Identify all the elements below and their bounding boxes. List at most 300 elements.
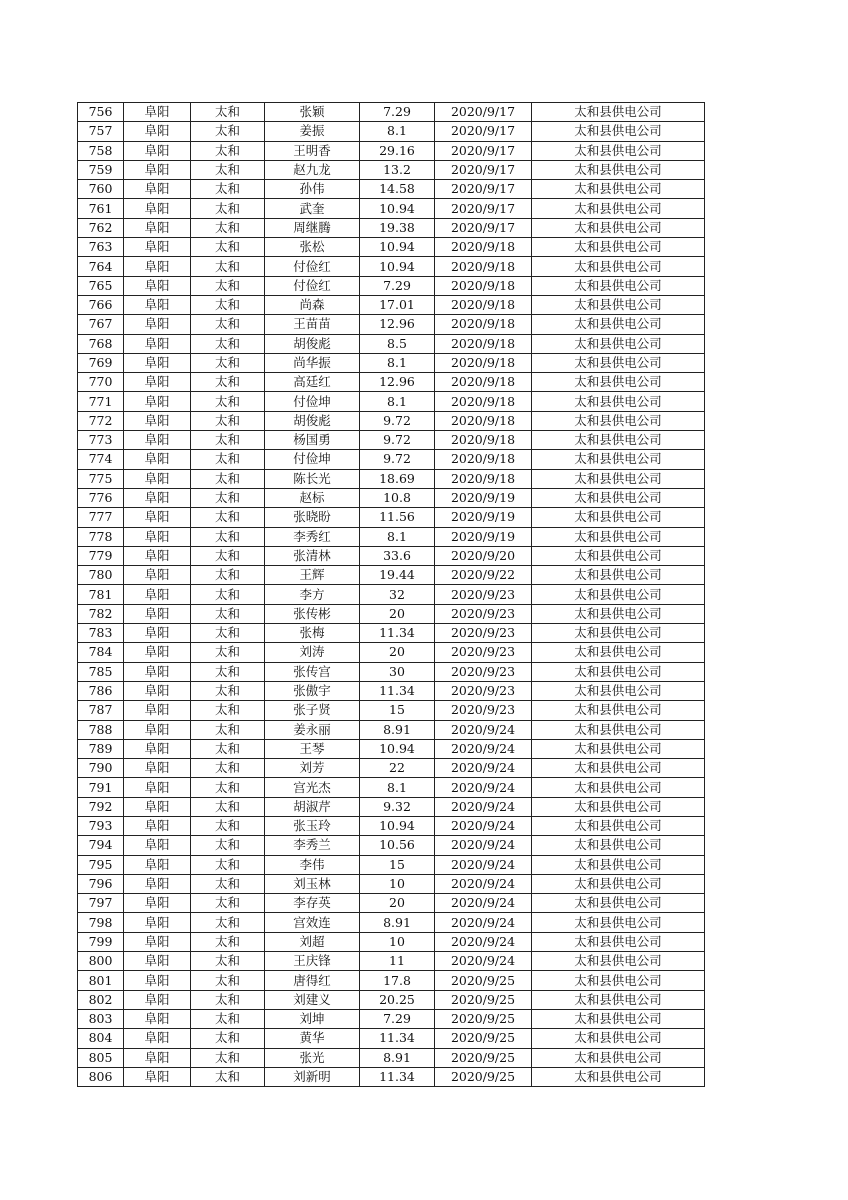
company-cell: 太和县供电公司: [532, 334, 705, 353]
table-row: [78, 952, 705, 971]
company-cell: 太和县供电公司: [532, 971, 705, 990]
amount-cell: 10.94: [360, 238, 435, 257]
amount-cell: 10: [360, 874, 435, 893]
city-cell: 阜阳: [124, 411, 191, 430]
company-cell: 太和县供电公司: [532, 894, 705, 913]
city-cell: 阜阳: [124, 199, 191, 218]
table-row: [78, 180, 705, 199]
county-cell: 太和: [191, 431, 265, 450]
city-cell: 阜阳: [124, 971, 191, 990]
table-row: [78, 816, 705, 835]
city-cell: 阜阳: [124, 353, 191, 372]
table-row: [78, 373, 705, 392]
amount-cell: 12.96: [360, 315, 435, 334]
table-row: [78, 1048, 705, 1067]
table-row: [78, 1067, 705, 1086]
city-cell: 阜阳: [124, 431, 191, 450]
name-cell: 杨国勇: [265, 431, 360, 450]
company-cell: 太和县供电公司: [532, 141, 705, 160]
date-cell: 2020/9/23: [435, 681, 532, 700]
amount-cell: 17.8: [360, 971, 435, 990]
date-cell: 2020/9/18: [435, 450, 532, 469]
city-cell: 阜阳: [124, 662, 191, 681]
amount-cell: 10.94: [360, 739, 435, 758]
row-number-cell: 771: [78, 392, 124, 411]
table-row: [78, 450, 705, 469]
amount-cell: 10.94: [360, 257, 435, 276]
amount-cell: 11: [360, 952, 435, 971]
city-cell: 阜阳: [124, 759, 191, 778]
city-cell: 阜阳: [124, 585, 191, 604]
table-row: [78, 488, 705, 507]
date-cell: 2020/9/17: [435, 218, 532, 237]
name-cell: 张傲宇: [265, 681, 360, 700]
row-number-cell: 757: [78, 122, 124, 141]
name-cell: 王庆锋: [265, 952, 360, 971]
table-row: [78, 739, 705, 758]
county-cell: 太和: [191, 874, 265, 893]
amount-cell: 19.44: [360, 566, 435, 585]
company-cell: 太和县供电公司: [532, 122, 705, 141]
amount-cell: 13.2: [360, 160, 435, 179]
table-body: [78, 103, 705, 1087]
county-cell: 太和: [191, 141, 265, 160]
name-cell: 张清林: [265, 546, 360, 565]
amount-cell: 20.25: [360, 990, 435, 1009]
row-number-cell: 773: [78, 431, 124, 450]
county-cell: 太和: [191, 469, 265, 488]
name-cell: 王辉: [265, 566, 360, 585]
date-cell: 2020/9/18: [435, 469, 532, 488]
name-cell: 王苗苗: [265, 315, 360, 334]
date-cell: 2020/9/24: [435, 739, 532, 758]
row-number-cell: 783: [78, 624, 124, 643]
row-number-cell: 776: [78, 488, 124, 507]
city-cell: 阜阳: [124, 701, 191, 720]
date-cell: 2020/9/18: [435, 373, 532, 392]
date-cell: 2020/9/17: [435, 199, 532, 218]
table-row: [78, 199, 705, 218]
city-cell: 阜阳: [124, 855, 191, 874]
company-cell: 太和县供电公司: [532, 566, 705, 585]
county-cell: 太和: [191, 238, 265, 257]
date-cell: 2020/9/18: [435, 411, 532, 430]
row-number-cell: 798: [78, 913, 124, 932]
row-number-cell: 766: [78, 295, 124, 314]
company-cell: 太和县供电公司: [532, 1048, 705, 1067]
name-cell: 李伟: [265, 855, 360, 874]
row-number-cell: 760: [78, 180, 124, 199]
county-cell: 太和: [191, 122, 265, 141]
row-number-cell: 759: [78, 160, 124, 179]
row-number-cell: 805: [78, 1048, 124, 1067]
amount-cell: 30: [360, 662, 435, 681]
city-cell: 阜阳: [124, 373, 191, 392]
name-cell: 唐得红: [265, 971, 360, 990]
name-cell: 武奎: [265, 199, 360, 218]
county-cell: 太和: [191, 1029, 265, 1048]
date-cell: 2020/9/18: [435, 257, 532, 276]
city-cell: 阜阳: [124, 836, 191, 855]
date-cell: 2020/9/18: [435, 392, 532, 411]
row-number-cell: 777: [78, 508, 124, 527]
city-cell: 阜阳: [124, 257, 191, 276]
date-cell: 2020/9/19: [435, 488, 532, 507]
name-cell: 宫效连: [265, 913, 360, 932]
amount-cell: 33.6: [360, 546, 435, 565]
city-cell: 阜阳: [124, 643, 191, 662]
amount-cell: 18.69: [360, 469, 435, 488]
table-row: [78, 932, 705, 951]
table-row: [78, 103, 705, 122]
table-row: [78, 662, 705, 681]
county-cell: 太和: [191, 450, 265, 469]
table-row: [78, 276, 705, 295]
date-cell: 2020/9/23: [435, 604, 532, 623]
company-cell: 太和县供电公司: [532, 411, 705, 430]
name-cell: 刘超: [265, 932, 360, 951]
row-number-cell: 784: [78, 643, 124, 662]
county-cell: 太和: [191, 913, 265, 932]
city-cell: 阜阳: [124, 566, 191, 585]
county-cell: 太和: [191, 257, 265, 276]
city-cell: 阜阳: [124, 122, 191, 141]
city-cell: 阜阳: [124, 450, 191, 469]
company-cell: 太和县供电公司: [532, 720, 705, 739]
city-cell: 阜阳: [124, 604, 191, 623]
company-cell: 太和县供电公司: [532, 257, 705, 276]
amount-cell: 8.91: [360, 720, 435, 739]
company-cell: 太和县供电公司: [532, 353, 705, 372]
row-number-cell: 801: [78, 971, 124, 990]
table-row: [78, 218, 705, 237]
row-number-cell: 789: [78, 739, 124, 758]
company-cell: 太和县供电公司: [532, 450, 705, 469]
company-cell: 太和县供电公司: [532, 604, 705, 623]
name-cell: 付俭坤: [265, 392, 360, 411]
amount-cell: 7.29: [360, 1009, 435, 1028]
name-cell: 刘涛: [265, 643, 360, 662]
county-cell: 太和: [191, 276, 265, 295]
row-number-cell: 756: [78, 103, 124, 122]
table-row: [78, 315, 705, 334]
row-number-cell: 791: [78, 778, 124, 797]
county-cell: 太和: [191, 334, 265, 353]
date-cell: 2020/9/24: [435, 836, 532, 855]
county-cell: 太和: [191, 855, 265, 874]
city-cell: 阜阳: [124, 894, 191, 913]
company-cell: 太和县供电公司: [532, 816, 705, 835]
company-cell: 太和县供电公司: [532, 488, 705, 507]
amount-cell: 10.94: [360, 199, 435, 218]
name-cell: 王琴: [265, 739, 360, 758]
amount-cell: 11.34: [360, 1029, 435, 1048]
county-cell: 太和: [191, 160, 265, 179]
table-row: [78, 720, 705, 739]
name-cell: 黄华: [265, 1029, 360, 1048]
company-cell: 太和县供电公司: [532, 913, 705, 932]
name-cell: 刘芳: [265, 759, 360, 778]
name-cell: 赵标: [265, 488, 360, 507]
row-number-cell: 769: [78, 353, 124, 372]
table-row: [78, 508, 705, 527]
amount-cell: 8.5: [360, 334, 435, 353]
table-row: [78, 797, 705, 816]
county-cell: 太和: [191, 604, 265, 623]
row-number-cell: 763: [78, 238, 124, 257]
amount-cell: 8.1: [360, 353, 435, 372]
amount-cell: 9.72: [360, 450, 435, 469]
amount-cell: 15: [360, 701, 435, 720]
amount-cell: 17.01: [360, 295, 435, 314]
table-row: [78, 778, 705, 797]
date-cell: 2020/9/23: [435, 585, 532, 604]
date-cell: 2020/9/19: [435, 527, 532, 546]
company-cell: 太和县供电公司: [532, 276, 705, 295]
company-cell: 太和县供电公司: [532, 932, 705, 951]
amount-cell: 29.16: [360, 141, 435, 160]
company-cell: 太和县供电公司: [532, 643, 705, 662]
table-row: [78, 546, 705, 565]
row-number-cell: 786: [78, 681, 124, 700]
county-cell: 太和: [191, 199, 265, 218]
amount-cell: 19.38: [360, 218, 435, 237]
table-row: [78, 160, 705, 179]
date-cell: 2020/9/20: [435, 546, 532, 565]
name-cell: 张颖: [265, 103, 360, 122]
table-row: [78, 836, 705, 855]
date-cell: 2020/9/23: [435, 662, 532, 681]
city-cell: 阜阳: [124, 238, 191, 257]
city-cell: 阜阳: [124, 624, 191, 643]
table-row: [78, 411, 705, 430]
company-cell: 太和县供电公司: [532, 778, 705, 797]
row-number-cell: 806: [78, 1067, 124, 1086]
amount-cell: 11.34: [360, 1067, 435, 1086]
county-cell: 太和: [191, 508, 265, 527]
date-cell: 2020/9/25: [435, 1029, 532, 1048]
city-cell: 阜阳: [124, 141, 191, 160]
row-number-cell: 780: [78, 566, 124, 585]
name-cell: 姜永丽: [265, 720, 360, 739]
table-row: [78, 701, 705, 720]
row-number-cell: 781: [78, 585, 124, 604]
name-cell: 刘坤: [265, 1009, 360, 1028]
county-cell: 太和: [191, 720, 265, 739]
name-cell: 李秀红: [265, 527, 360, 546]
row-number-cell: 774: [78, 450, 124, 469]
amount-cell: 9.72: [360, 411, 435, 430]
company-cell: 太和县供电公司: [532, 836, 705, 855]
date-cell: 2020/9/23: [435, 643, 532, 662]
date-cell: 2020/9/24: [435, 797, 532, 816]
company-cell: 太和县供电公司: [532, 315, 705, 334]
row-number-cell: 797: [78, 894, 124, 913]
name-cell: 张传宫: [265, 662, 360, 681]
county-cell: 太和: [191, 315, 265, 334]
county-cell: 太和: [191, 643, 265, 662]
county-cell: 太和: [191, 932, 265, 951]
name-cell: 姜振: [265, 122, 360, 141]
city-cell: 阜阳: [124, 990, 191, 1009]
company-cell: 太和县供电公司: [532, 990, 705, 1009]
company-cell: 太和县供电公司: [532, 469, 705, 488]
company-cell: 太和县供电公司: [532, 392, 705, 411]
county-cell: 太和: [191, 488, 265, 507]
company-cell: 太和县供电公司: [532, 295, 705, 314]
row-number-cell: 788: [78, 720, 124, 739]
city-cell: 阜阳: [124, 1048, 191, 1067]
row-number-cell: 796: [78, 874, 124, 893]
date-cell: 2020/9/24: [435, 952, 532, 971]
city-cell: 阜阳: [124, 180, 191, 199]
city-cell: 阜阳: [124, 527, 191, 546]
name-cell: 赵九龙: [265, 160, 360, 179]
company-cell: 太和县供电公司: [532, 797, 705, 816]
company-cell: 太和县供电公司: [532, 103, 705, 122]
date-cell: 2020/9/25: [435, 1048, 532, 1067]
county-cell: 太和: [191, 797, 265, 816]
date-cell: 2020/9/17: [435, 141, 532, 160]
row-number-cell: 775: [78, 469, 124, 488]
table-row: [78, 604, 705, 623]
table-row: [78, 353, 705, 372]
date-cell: 2020/9/22: [435, 566, 532, 585]
date-cell: 2020/9/25: [435, 990, 532, 1009]
company-cell: 太和县供电公司: [532, 662, 705, 681]
name-cell: 刘新明: [265, 1067, 360, 1086]
company-cell: 太和县供电公司: [532, 739, 705, 758]
date-cell: 2020/9/24: [435, 816, 532, 835]
date-cell: 2020/9/24: [435, 894, 532, 913]
county-cell: 太和: [191, 971, 265, 990]
county-cell: 太和: [191, 218, 265, 237]
city-cell: 阜阳: [124, 952, 191, 971]
county-cell: 太和: [191, 103, 265, 122]
amount-cell: 8.91: [360, 1048, 435, 1067]
company-cell: 太和县供电公司: [532, 1029, 705, 1048]
county-cell: 太和: [191, 411, 265, 430]
city-cell: 阜阳: [124, 816, 191, 835]
amount-cell: 22: [360, 759, 435, 778]
county-cell: 太和: [191, 373, 265, 392]
company-cell: 太和县供电公司: [532, 180, 705, 199]
row-number-cell: 779: [78, 546, 124, 565]
city-cell: 阜阳: [124, 739, 191, 758]
table-row: [78, 469, 705, 488]
city-cell: 阜阳: [124, 315, 191, 334]
amount-cell: 8.1: [360, 122, 435, 141]
company-cell: 太和县供电公司: [532, 160, 705, 179]
date-cell: 2020/9/24: [435, 778, 532, 797]
amount-cell: 14.58: [360, 180, 435, 199]
name-cell: 付俭红: [265, 257, 360, 276]
company-cell: 太和县供电公司: [532, 373, 705, 392]
county-cell: 太和: [191, 1067, 265, 1086]
date-cell: 2020/9/24: [435, 759, 532, 778]
row-number-cell: 803: [78, 1009, 124, 1028]
county-cell: 太和: [191, 527, 265, 546]
company-cell: 太和县供电公司: [532, 1009, 705, 1028]
name-cell: 张晓盼: [265, 508, 360, 527]
table-row: [78, 643, 705, 662]
row-number-cell: 794: [78, 836, 124, 855]
row-number-cell: 765: [78, 276, 124, 295]
table-row: [78, 527, 705, 546]
company-cell: 太和县供电公司: [532, 1067, 705, 1086]
date-cell: 2020/9/19: [435, 508, 532, 527]
name-cell: 孙伟: [265, 180, 360, 199]
data-table: [77, 102, 705, 1087]
table-row: [78, 855, 705, 874]
amount-cell: 11.34: [360, 681, 435, 700]
amount-cell: 20: [360, 894, 435, 913]
date-cell: 2020/9/18: [435, 276, 532, 295]
row-number-cell: 761: [78, 199, 124, 218]
county-cell: 太和: [191, 681, 265, 700]
amount-cell: 32: [360, 585, 435, 604]
amount-cell: 8.1: [360, 392, 435, 411]
city-cell: 阜阳: [124, 546, 191, 565]
county-cell: 太和: [191, 566, 265, 585]
table-row: [78, 913, 705, 932]
amount-cell: 20: [360, 643, 435, 662]
name-cell: 张松: [265, 238, 360, 257]
company-cell: 太和县供电公司: [532, 874, 705, 893]
city-cell: 阜阳: [124, 778, 191, 797]
date-cell: 2020/9/17: [435, 160, 532, 179]
table-row: [78, 392, 705, 411]
date-cell: 2020/9/18: [435, 431, 532, 450]
amount-cell: 11.56: [360, 508, 435, 527]
company-cell: 太和县供电公司: [532, 508, 705, 527]
city-cell: 阜阳: [124, 1067, 191, 1086]
amount-cell: 7.29: [360, 103, 435, 122]
table-row: [78, 566, 705, 585]
table-row: [78, 874, 705, 893]
date-cell: 2020/9/17: [435, 180, 532, 199]
amount-cell: 7.29: [360, 276, 435, 295]
row-number-cell: 792: [78, 797, 124, 816]
amount-cell: 12.96: [360, 373, 435, 392]
table-row: [78, 624, 705, 643]
city-cell: 阜阳: [124, 874, 191, 893]
city-cell: 阜阳: [124, 508, 191, 527]
name-cell: 王明香: [265, 141, 360, 160]
row-number-cell: 793: [78, 816, 124, 835]
county-cell: 太和: [191, 624, 265, 643]
county-cell: 太和: [191, 353, 265, 372]
table-row: [78, 431, 705, 450]
company-cell: 太和县供电公司: [532, 218, 705, 237]
county-cell: 太和: [191, 295, 265, 314]
name-cell: 陈长光: [265, 469, 360, 488]
date-cell: 2020/9/18: [435, 334, 532, 353]
amount-cell: 10.56: [360, 836, 435, 855]
city-cell: 阜阳: [124, 295, 191, 314]
table-row: [78, 990, 705, 1009]
row-number-cell: 772: [78, 411, 124, 430]
table-row: [78, 971, 705, 990]
table-row: [78, 585, 705, 604]
name-cell: 胡淑芹: [265, 797, 360, 816]
name-cell: 李方: [265, 585, 360, 604]
amount-cell: 8.91: [360, 913, 435, 932]
date-cell: 2020/9/17: [435, 103, 532, 122]
date-cell: 2020/9/18: [435, 315, 532, 334]
name-cell: 李秀兰: [265, 836, 360, 855]
company-cell: 太和县供电公司: [532, 585, 705, 604]
